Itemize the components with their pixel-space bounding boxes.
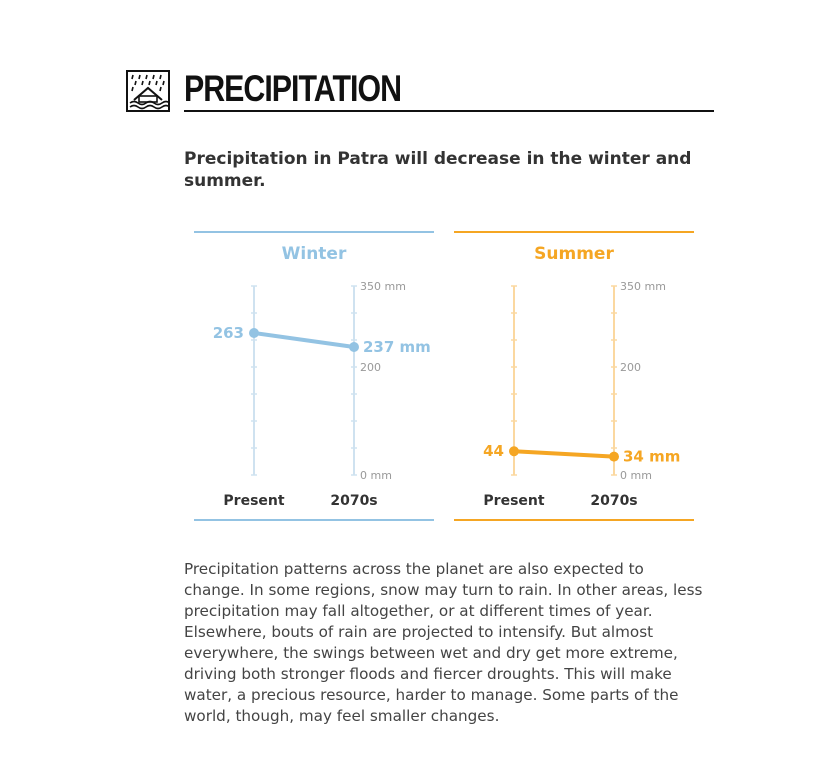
chart-title: Summer bbox=[534, 244, 614, 264]
data-point-present bbox=[249, 328, 259, 338]
y-tick-label: 0 mm bbox=[620, 469, 652, 482]
body-paragraph: Precipitation patterns across the planet are also expected to change. In some regions, snow may turn to rain. In other areas, less precipitation may fall altogether, or at different times of year. Elsewhere, bouts of rain are projected to intensify. But almost everywhere, the swings between wet and dry get more extreme, driving both stronger floods and fiercer droughts. This will make water, a precious resource, harder to manage. Some parts of the world, though, may feel smaller changes. bbox=[184, 560, 703, 725]
y-tick-label: 200 bbox=[360, 361, 381, 374]
y-tick-label: 0 mm bbox=[360, 469, 392, 482]
data-label-present: 263 bbox=[212, 323, 244, 342]
data-point-2070s bbox=[349, 342, 359, 352]
y-tick-label: 200 bbox=[620, 361, 641, 374]
y-tick-label: 350 mm bbox=[620, 280, 666, 293]
category-label: 2070s bbox=[590, 493, 638, 509]
data-label-present: 44 bbox=[483, 442, 504, 461]
data-point-present bbox=[509, 446, 519, 456]
category-label: Present bbox=[483, 493, 545, 509]
y-tick-label: 350 mm bbox=[360, 280, 406, 293]
series-line bbox=[514, 451, 614, 456]
data-point-2070s bbox=[609, 452, 619, 462]
series-line bbox=[254, 333, 354, 347]
category-label: 2070s bbox=[330, 493, 378, 509]
chart-panel-winter bbox=[194, 232, 434, 520]
chart-subtitle: Precipitation in Patra will decrease in the winter and summer. bbox=[184, 149, 692, 191]
page-title: PRECIPITATION bbox=[184, 68, 402, 109]
chart-title: Winter bbox=[281, 244, 347, 264]
data-label-2070s: 237 mm bbox=[363, 338, 431, 357]
chart-panel-summer bbox=[454, 232, 694, 520]
category-label: Present bbox=[223, 493, 285, 509]
data-label-2070s: 34 mm bbox=[623, 447, 681, 466]
